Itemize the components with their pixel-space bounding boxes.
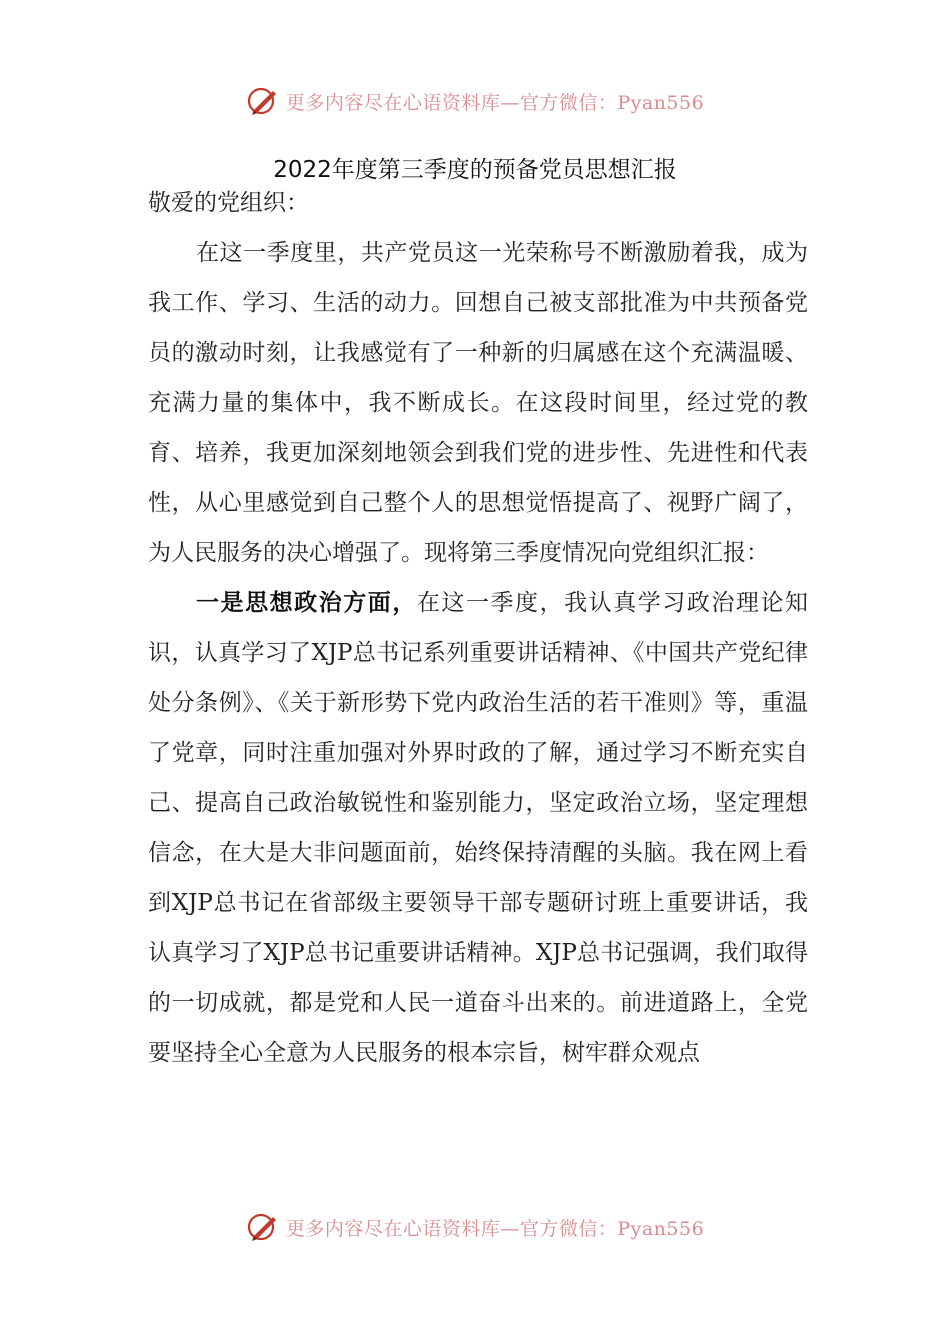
pen-logo-icon xyxy=(246,1210,280,1244)
header-banner-text: 更多内容尽在心语资料库—官方微信：Pyan556 xyxy=(285,91,705,114)
page-title: 2022年度第三季度的预备党员思想汇报 xyxy=(273,157,677,183)
footer-banner-text: 更多内容尽在心语资料库—官方微信：Pyan556 xyxy=(285,1217,705,1240)
paragraph-2-text: 在这一季度，我认真学习政治理论知识，认真学习了XJP总书记系列重要讲话精神、《中国共产党纪律处分条例》、《关于新形势下党内政治生活的若干准则》等，重温了党章，同时注重加强对外界时政的了解，通过学习不断充实自己、提高自己政治敏锐性和鉴别能力，坚定政治立场，坚定理想信念，在大是大非问题面前，始终保持清醒的头脑。我在网上看到XJP总书记在省部级主要领导干部专题研讨班上重要讲话，我认真学习了XJP总书记重要讲话精神。XJP总书记强调，我们取得的一切成就，都是党和人民一道奋斗出来的。前进道路上，全党要坚持全心全意为人民服务的根本宗旨，树牢群众观点 xyxy=(148,590,809,1066)
document-body xyxy=(148,178,808,1078)
header-banner xyxy=(0,84,950,118)
paragraph-2-lead: 一是思想政治方面， xyxy=(196,590,417,616)
paragraph-1: 在这一季度里，共产党员这一光荣称号不断激励着我，成为我工作、学习、生活的动力。回想自己被支部批准为中共预备党员的激动时刻，让我感觉有了一种新的归属感在这个充满温暖、充满力量的集体中，我不断成长。在这段时间里，经过党的教育、培养，我更加深刻地领会到我们党的进步性、先进性和代表性，从心里感觉到自己整个人的思想觉悟提高了、视野广阔了，为人民服务的决心增强了。现将第三季度情况向党组织汇报： xyxy=(148,240,808,566)
footer-banner xyxy=(0,1210,950,1244)
salutation: 敬爱的党组织： xyxy=(148,190,309,216)
pen-logo-icon xyxy=(246,84,280,118)
paragraph-2 xyxy=(148,578,808,1078)
